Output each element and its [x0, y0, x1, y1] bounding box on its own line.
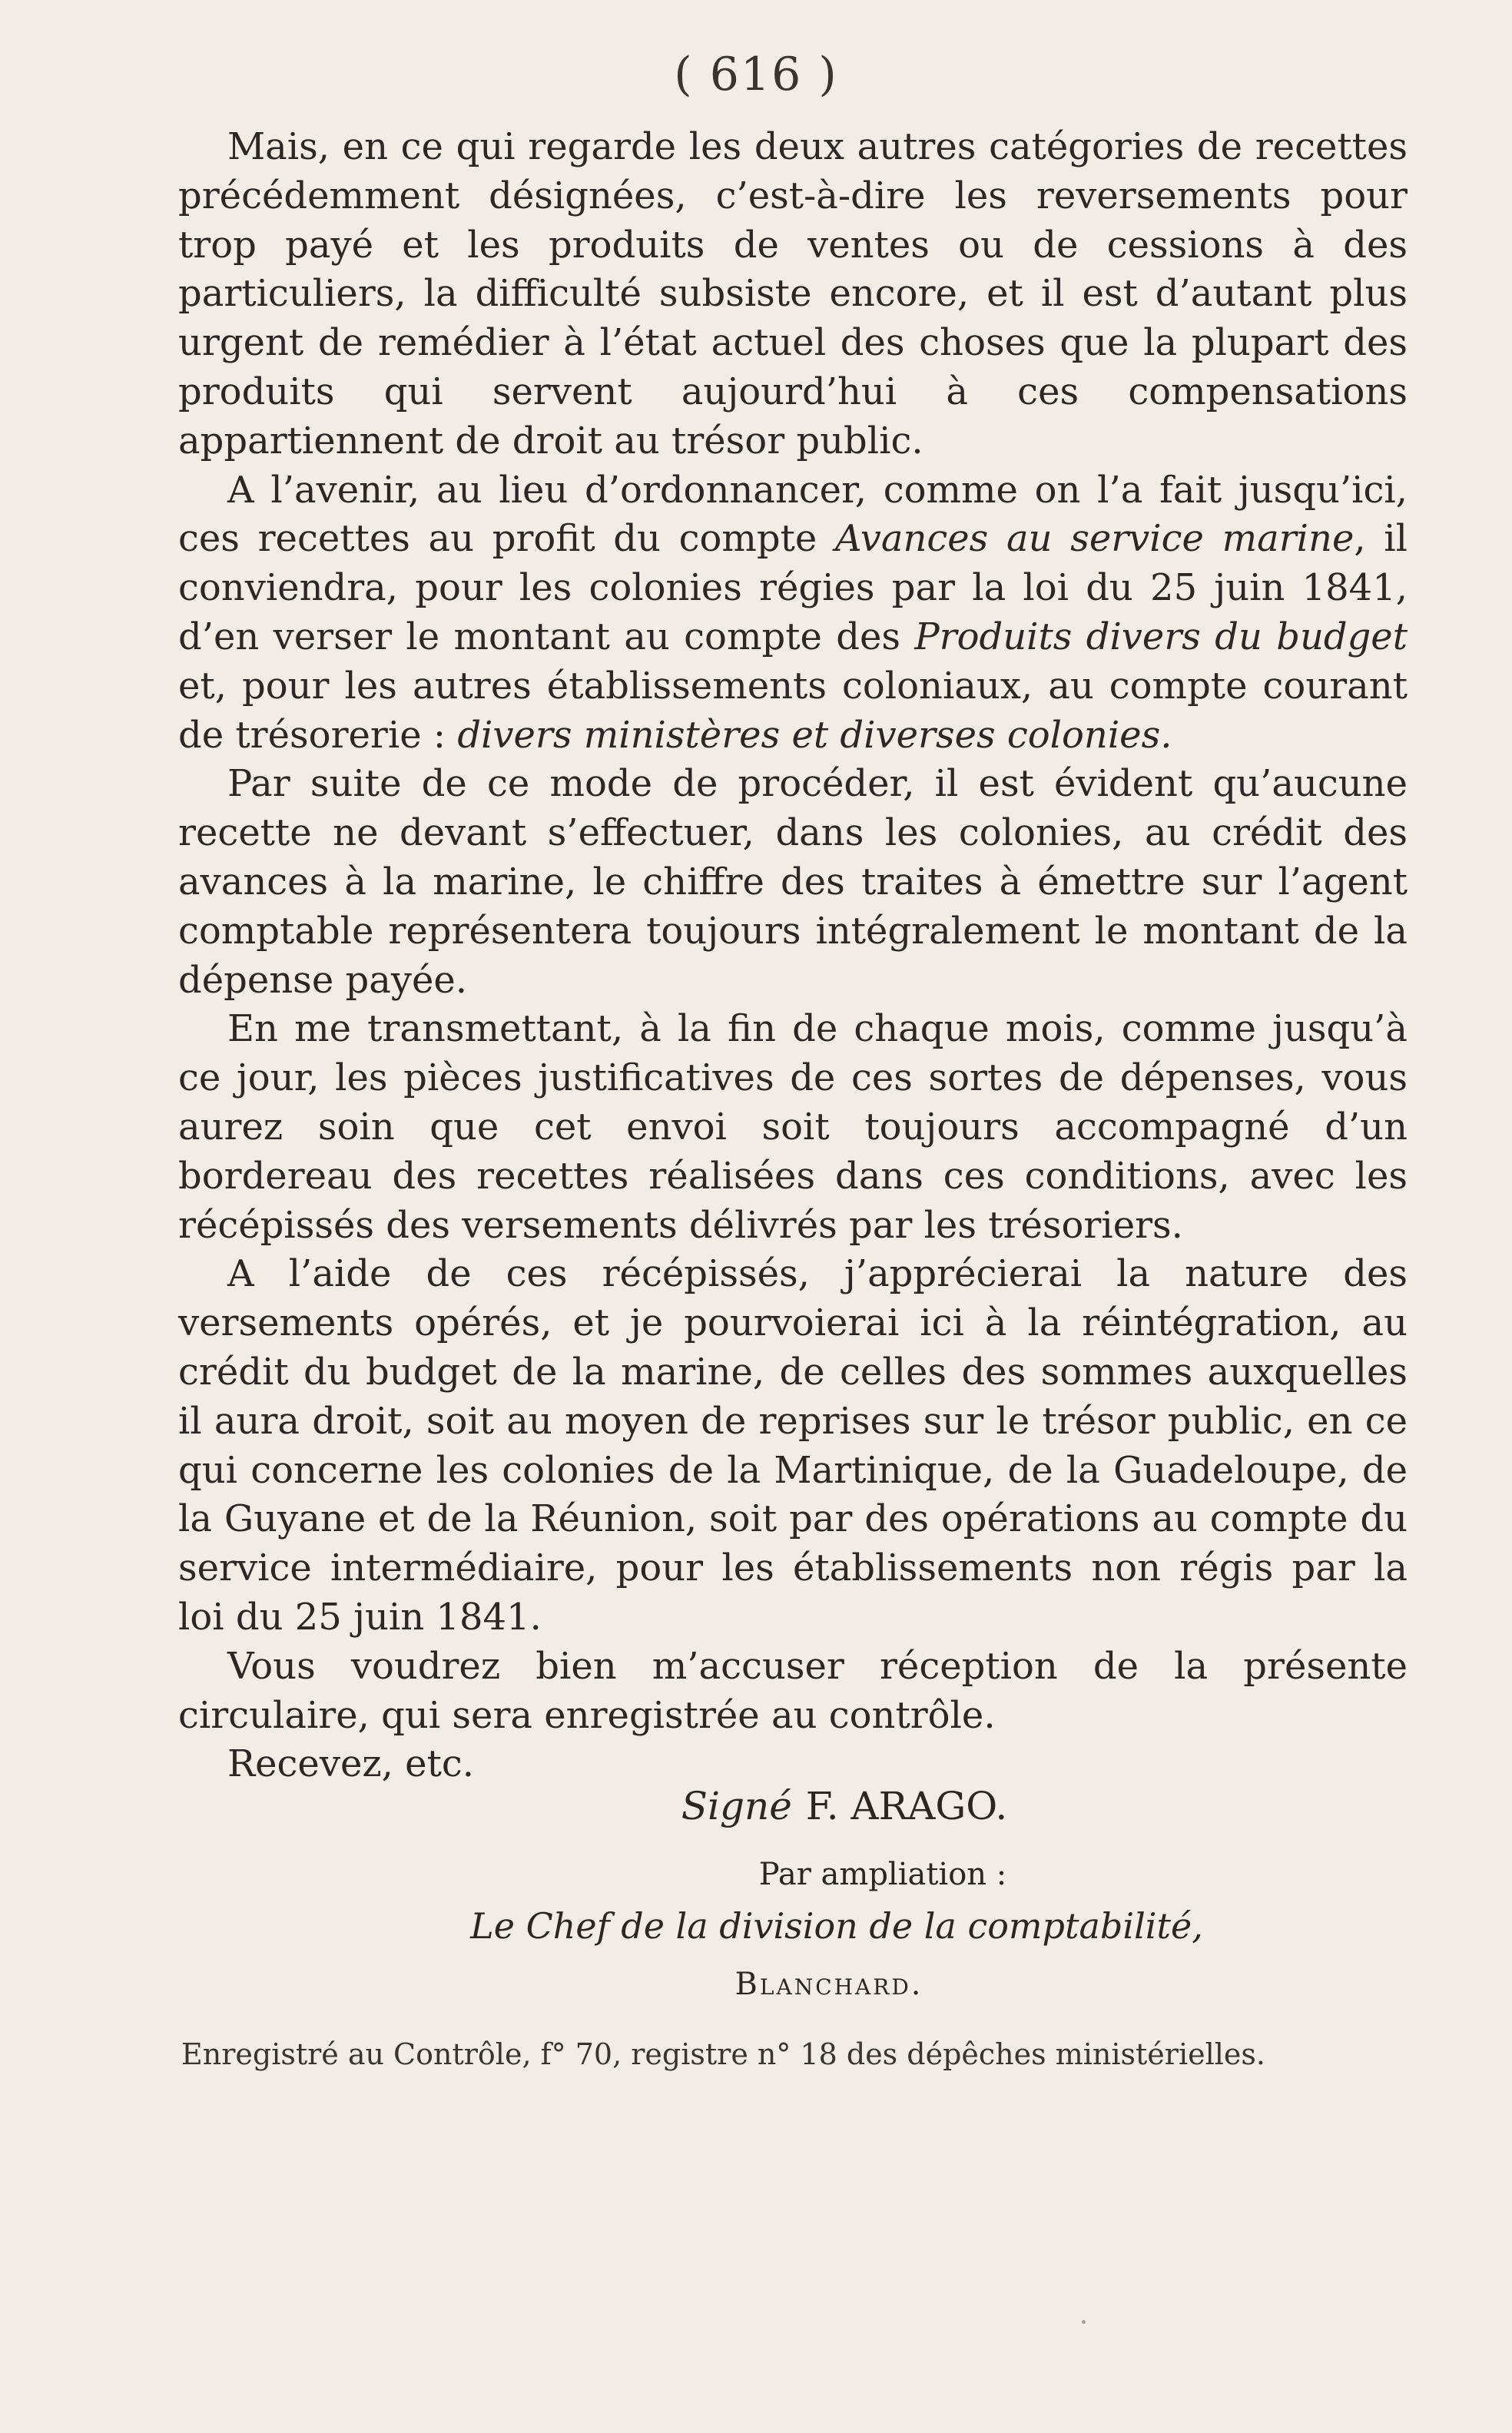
text-segment: Recevez, etc.: [227, 1742, 474, 1786]
chief-title: Le Chef de la division de la comptabilité,: [470, 1905, 1203, 1947]
text-segment: et, pour les autres établissements coloniaux, au compte courant de trésorerie :: [178, 664, 1408, 757]
text-segment: Vous voudrez bien m’accuser réception de la présente circulaire, qui sera enregistrée au contrôle.: [178, 1644, 1408, 1737]
text-segment: A l’avenir, au lieu d’ordonnancer, comme on l’a fait jusqu’ici, ces recettes au profit du compte: [178, 468, 1408, 561]
page-number: ( 616 ): [674, 48, 838, 101]
paragraph: [178, 1740, 1408, 1789]
registration-note: Enregistré au Contrôle, f° 70, registre n° 18 des dépêches ministérielles.: [181, 2037, 1265, 2071]
text-segment: , il conviendra, pour les colonies régies par la loi du 25 juin 1841, d’en verser le montant au compte des: [178, 517, 1408, 658]
ampliation-line: Par ampliation :: [758, 1857, 1007, 1892]
italic-text: Produits divers du budget: [914, 615, 1408, 658]
paragraph: [178, 1250, 1408, 1642]
text-segment: Mais, en ce qui regarde les deux autres catégories de recettes précédemment désignées, c’est-à-dire les reversements pour trop payé et les produits de ventes ou de cessions à des particuliers, la difficulté subsiste encore, et il est d’autant plus urgent de remédier à l’état actuel des choses que la plupart des produits qui servent aujourd’hui à ces compensations appartiennent de droit au trésor public.: [178, 125, 1408, 462]
signer-name: F. ARAGO.: [805, 1784, 1008, 1828]
italic-text: Avances au service marine: [835, 517, 1354, 561]
paragraph: [178, 466, 1408, 761]
text-segment: Par suite de ce mode de procéder, il est évident qu’aucune recette ne devant s’effectuer, dans les colonies, au crédit des avances à la marine, le chiffre des traites à émettre sur l’agent comptable représentera toujours intégralement le montant de la dépense payée.: [178, 762, 1408, 1002]
signature-line: [0, 1784, 1512, 1828]
letter-body: [178, 123, 1408, 1789]
paragraph: [178, 1642, 1408, 1741]
paragraph: [178, 760, 1408, 1005]
italic-text: divers ministères et diverses colonies.: [457, 713, 1172, 757]
paper-speck: [1082, 2320, 1086, 2324]
text-segment: En me transmettant, à la fin de chaque mois, comme jusqu’à ce jour, les pièces justificatives de ces sortes de dépenses, vous aurez soin que cet envoi soit toujours accompagné d’un bordereau des recettes réalisées dans ces conditions, avec les récépissés des versements délivrés par les trésoriers.: [178, 1007, 1408, 1247]
signed-word: Signé: [681, 1784, 792, 1828]
text-segment: A l’aide de ces récépissés, j’apprécierai la nature des versements opérés, et je pourvoierai ici à la réintégration, au crédit du budget de la marine, de celles des sommes auxquelles il aura droit, soit au moyen de reprises sur le trésor public, en ce qui concerne les colonies de la Martinique, de la Guadeloupe, de la Guyane et de la Réunion, soit par des opérations au compte du service intermédiaire, pour les établissements non régis par la loi du 25 juin 1841.: [178, 1252, 1408, 1639]
chief-name: Blanchard.: [734, 1967, 923, 2002]
paragraph: [178, 1005, 1408, 1250]
paragraph: [178, 123, 1408, 466]
